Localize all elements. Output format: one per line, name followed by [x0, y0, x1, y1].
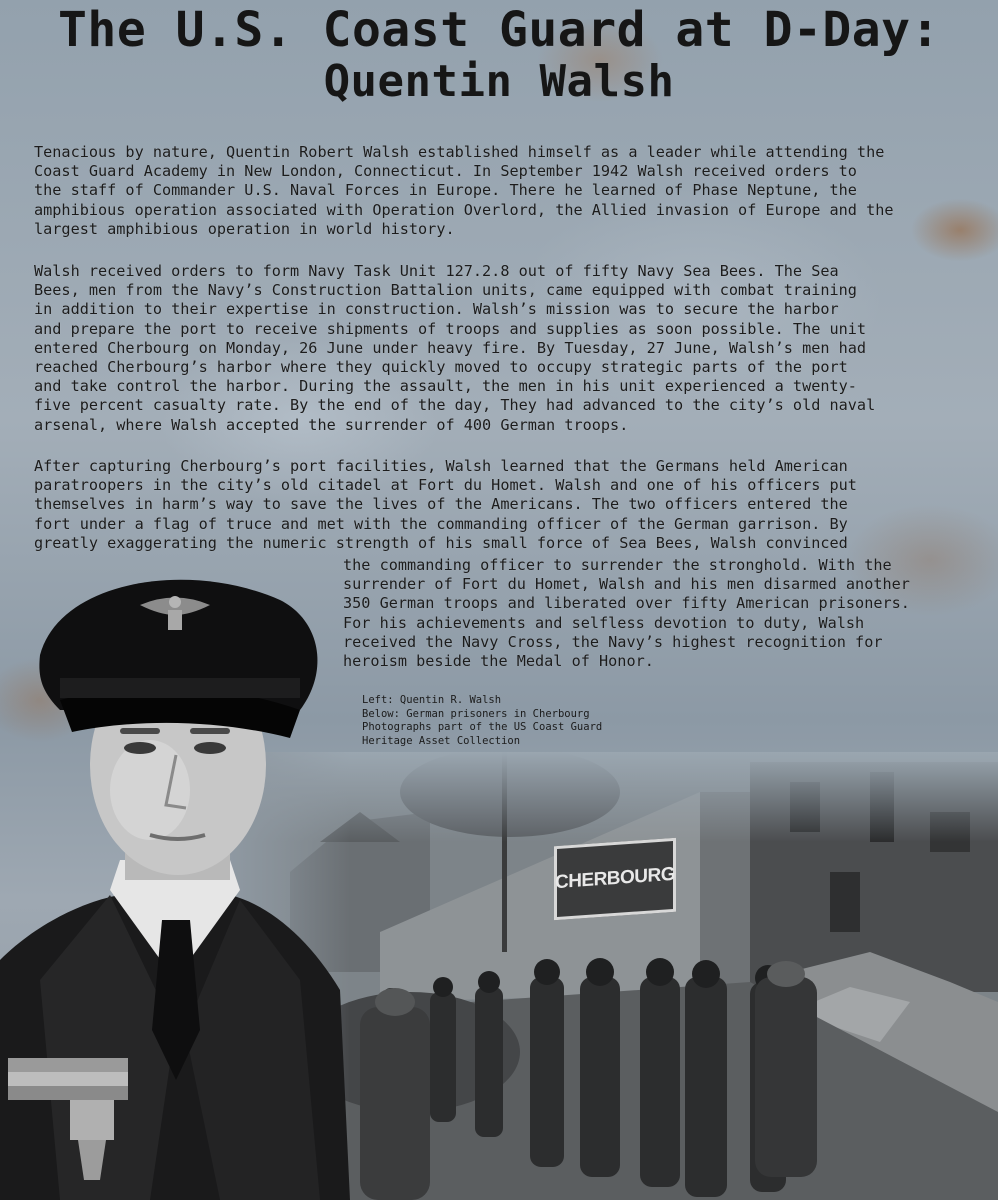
- walsh-portrait-graphic: [0, 560, 350, 1200]
- body-paragraph-4: the commanding officer to surrender the stronghold. With the surrender of Fort du Homet, Walsh and his men disarmed another 350 German troops and liberated over fifty American prisoners. For his achievements and selfless devotion to duty, Walsh received the Navy Cross, the Navy’s highest recognition for heroism beside the Medal of Honor.: [343, 556, 910, 671]
- walsh-portrait-photo: [0, 560, 350, 1200]
- cherbourg-sign: [554, 838, 676, 921]
- page-subtitle: Quentin Walsh: [323, 56, 675, 107]
- photo-caption: Left: Quentin R. Walsh Below: German prisoners in Cherbourg Photographs part of the US Coast Guard Heritage Asset Collection: [362, 694, 603, 747]
- cherbourg-sign-text: CHERBOURG: [554, 863, 676, 894]
- body-paragraph-2: Walsh received orders to form Navy Task Unit 127.2.8 out of fifty Navy Sea Bees. The Sea Bees, men from the Navy’s Construction Battalion units, came equipped with combat training in addition to their expertise in construction. Walsh’s mission was to secure the harbor and prepare the port to receive shipments of troops and supplies as soon possible. The unit entered Cherbourg on Monday, 26 June under heavy fire. By Tuesday, 27 June, Walsh’s men had reached Cherbourg’s harbor where they quickly moved to occupy strategic parts of the port and take control the harbor. During the assault, the men in his unit experienced a twenty- five percent casualty rate. By the end of the day, They had advanced to the city’s old naval arsenal, where Walsh accepted the surrender of 400 German troops.: [34, 262, 876, 434]
- body-paragraph-3: After capturing Cherbourg’s port facilities, Walsh learned that the Germans held American paratroopers in the city’s old citadel at Fort du Homet. Walsh and one of his officers put themselves in harm’s way to save the lives of the Americans. The two officers entered the fort under a flag of truce and met with the commanding officer of the German garrison. By greatly exaggerating the numeric strength of his small force of Sea Bees, Walsh convinced: [34, 457, 857, 552]
- page-title: The U.S. Coast Guard at D-Day:: [58, 2, 940, 58]
- body-paragraph-1: Tenacious by nature, Quentin Robert Walsh established himself as a leader while attending the Coast Guard Academy in New London, Connecticut. In September 1942 Walsh received orders to the staff of Commander U.S. Naval Forces in Europe. There he learned of Phase Neptune, the amphibious operation associated with Operation Overlord, the Allied invasion of Europe and the largest amphibious operation in world history.: [34, 143, 894, 238]
